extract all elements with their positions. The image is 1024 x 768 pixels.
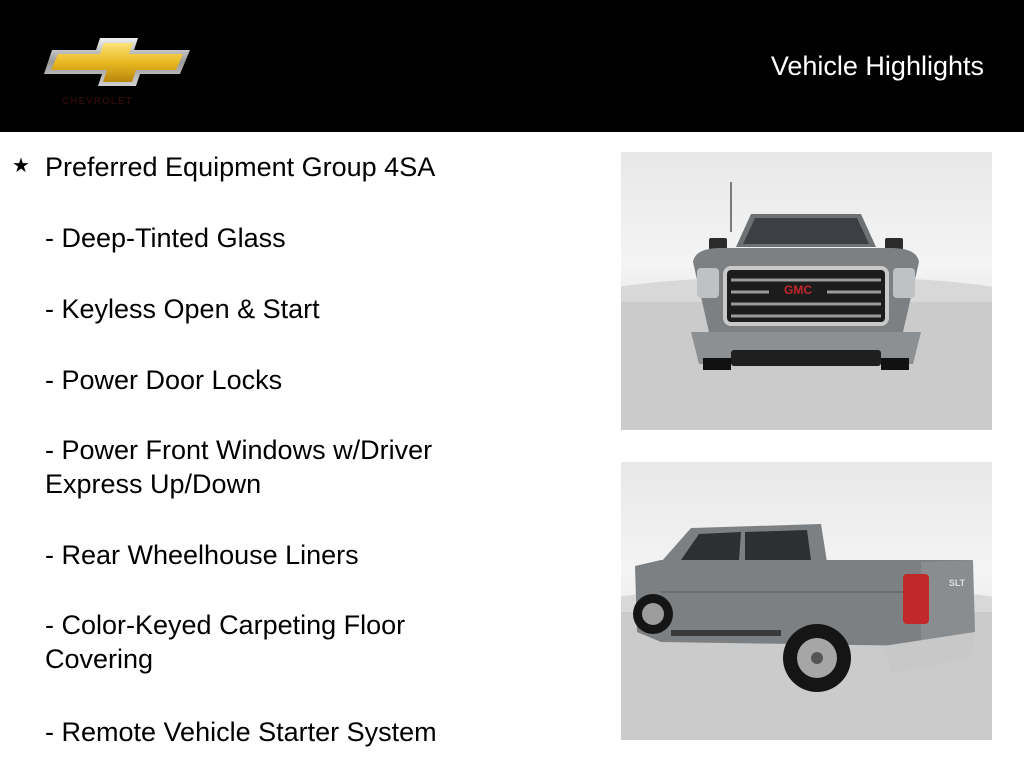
page-title: Vehicle Highlights: [770, 51, 984, 81]
rear-badge: SLT: [948, 578, 966, 588]
list-item: - Rear Wheelhouse Liners: [45, 540, 359, 570]
list-item: - Power Front Windows w/Driver: [45, 435, 433, 465]
list-item: - Remote Vehicle Starter System: [45, 717, 437, 747]
list-item: Preferred Equipment Group 4SA: [45, 152, 436, 182]
list-item: - Color-Keyed Carpeting Floor: [45, 610, 406, 640]
truck-rear-photo: [621, 462, 992, 740]
list-item: - Power Door Locks: [45, 365, 283, 395]
truck-front-photo: [621, 152, 992, 430]
front-badge: GMC: [784, 283, 812, 297]
list-item-continuation: Covering: [45, 644, 154, 674]
list-item: - Keyless Open & Start: [45, 294, 320, 324]
list-item-continuation: Express Up/Down: [45, 469, 262, 499]
logo-wordmark: CHEVROLET: [62, 96, 133, 107]
list-item: - Deep-Tinted Glass: [45, 223, 286, 253]
star-icon: ★: [12, 155, 30, 177]
header-bar: [0, 0, 1024, 132]
